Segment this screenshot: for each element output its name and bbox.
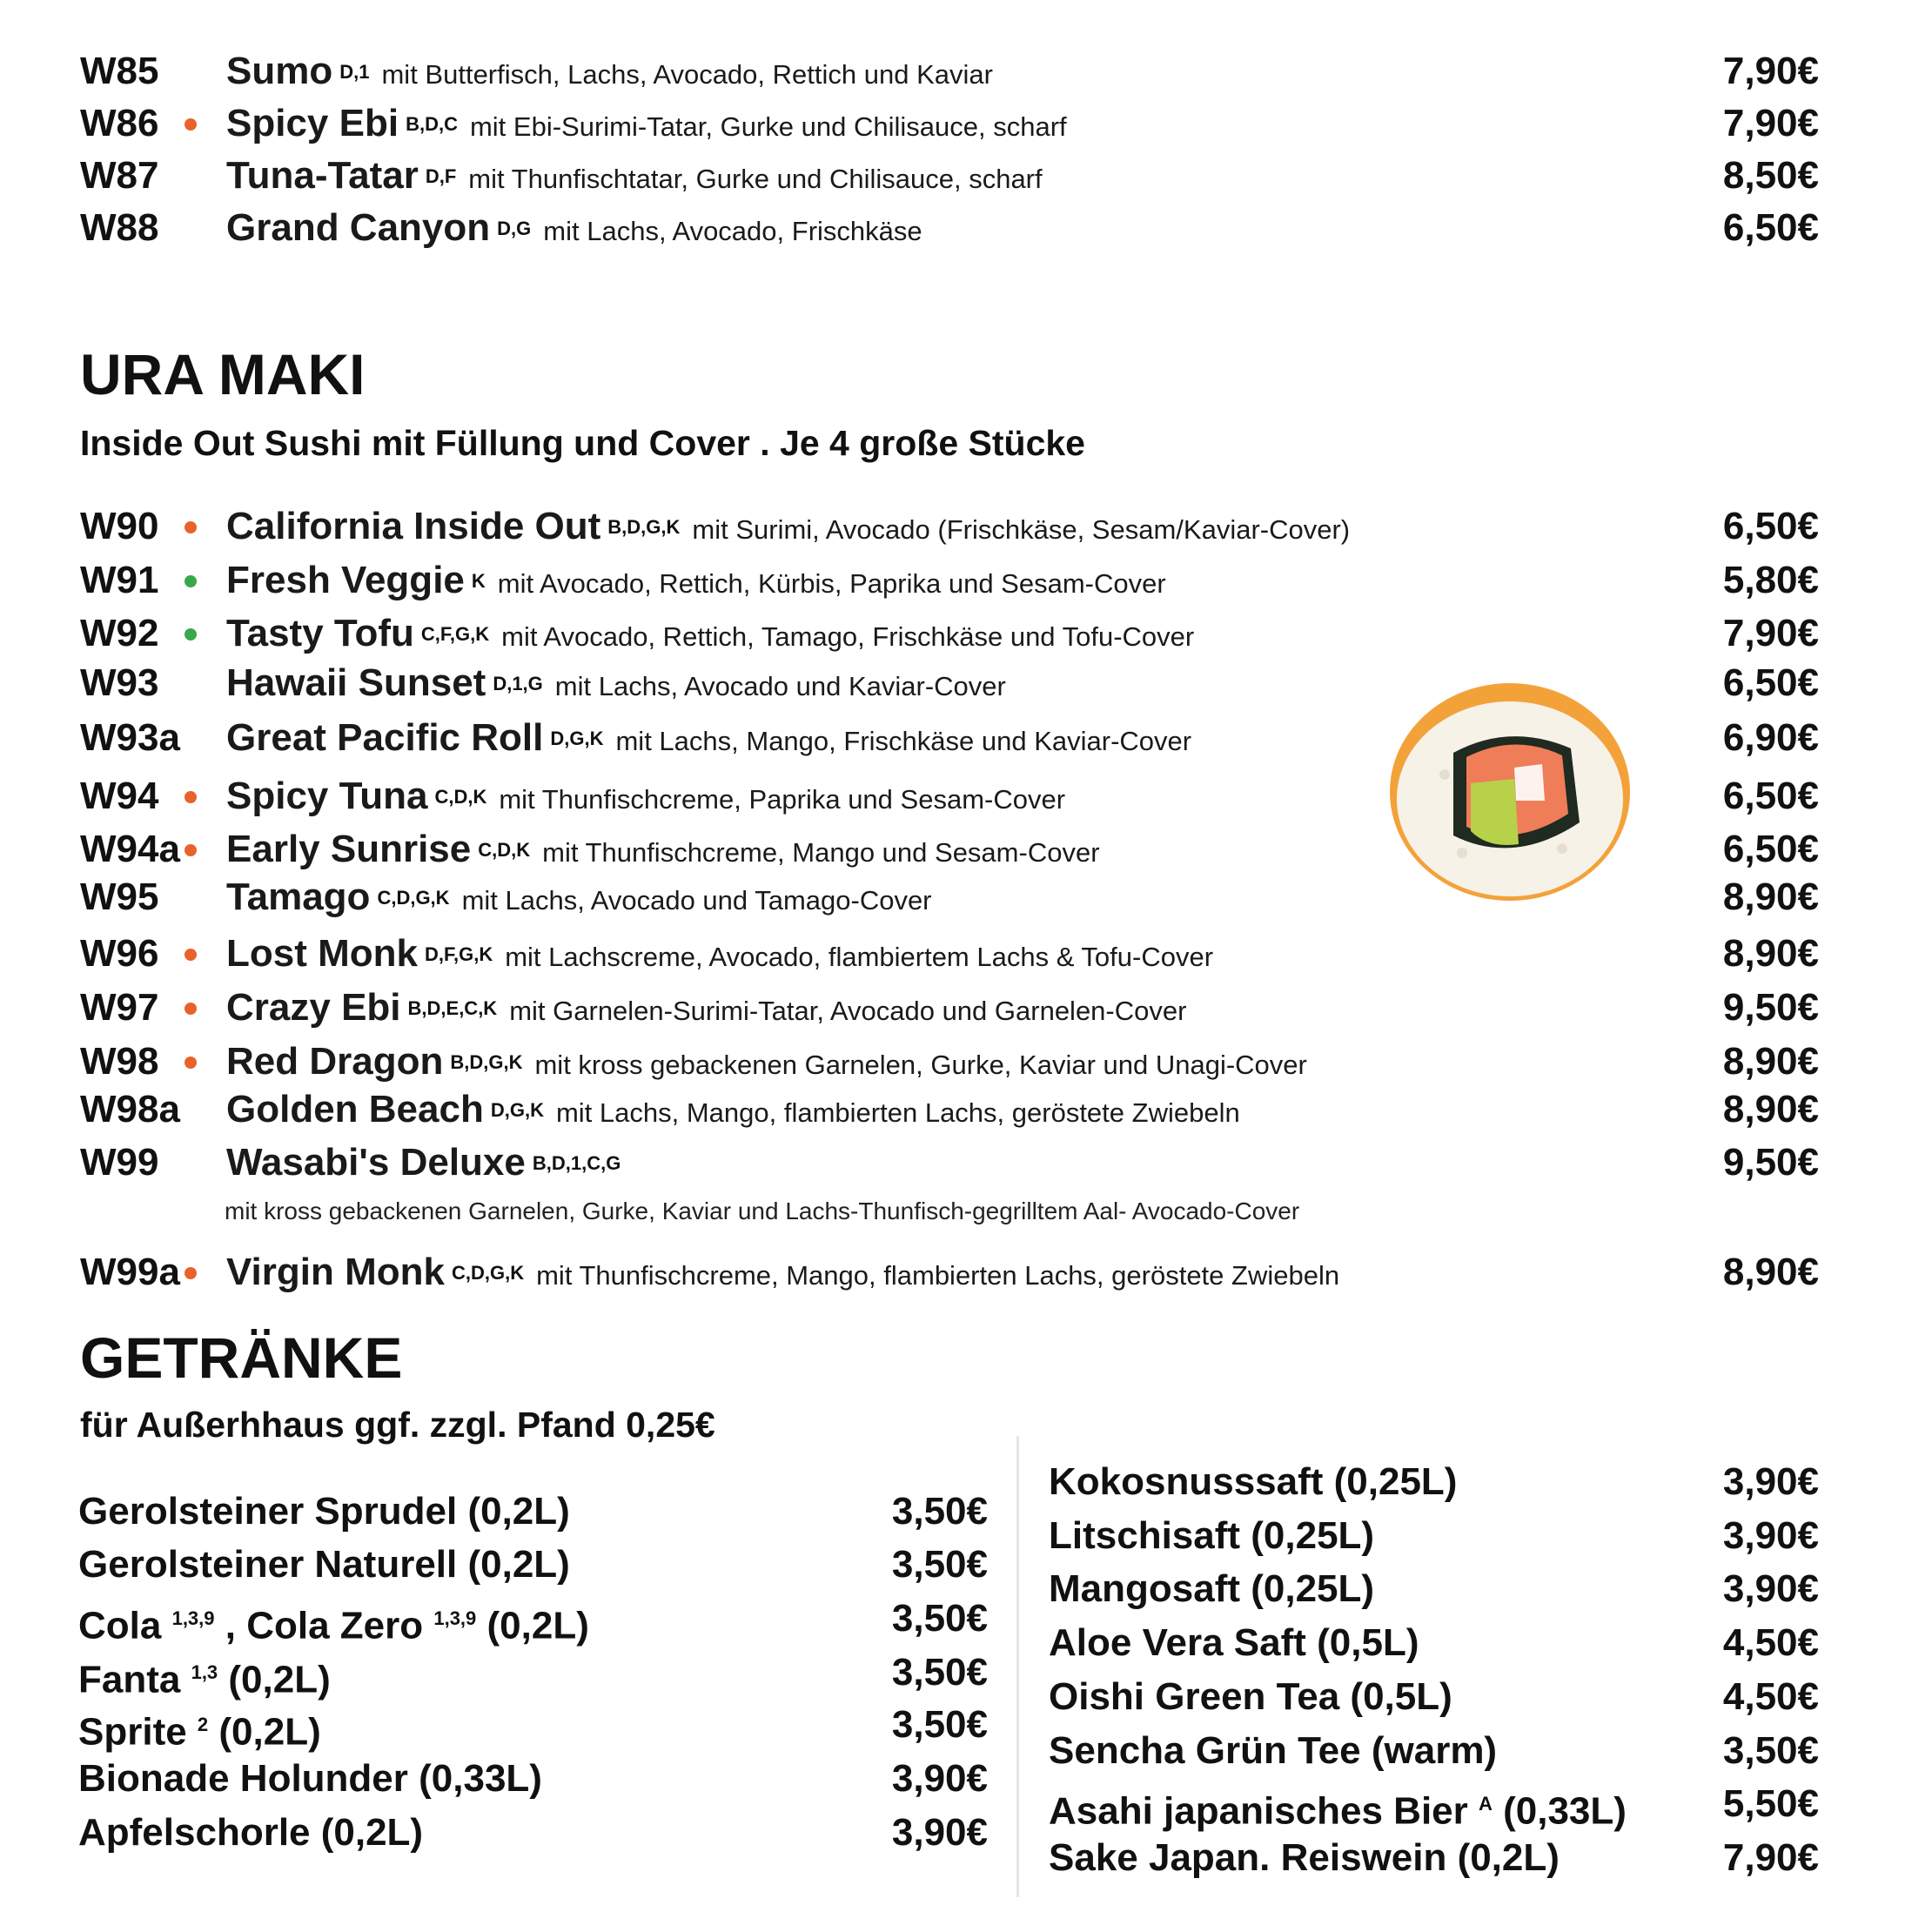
item-allergens: D,G,K — [550, 727, 604, 749]
item-description: mit Avocado, Rettich, Tamago, Frischkäse und Tofu-Cover — [501, 621, 1195, 652]
spicy-dot-icon — [184, 791, 197, 803]
item-code: W88 — [80, 206, 159, 249]
spicy-dot-icon — [184, 1267, 197, 1279]
drink-name: Sencha Grün Tee (warm) — [1049, 1729, 1498, 1772]
item-allergens: D,1 — [339, 60, 370, 83]
item-code: W95 — [80, 875, 159, 918]
item-description: mit kross gebackenen Garnelen, Gurke, Kaviar und Unagi-Cover — [534, 1050, 1307, 1080]
column-divider — [1016, 1436, 1019, 1897]
item-code: W94a — [80, 828, 180, 870]
menu-item — [0, 45, 1932, 97]
item-dish — [226, 1137, 633, 1197]
item-dish — [226, 657, 1006, 718]
item-price: 6,90€ — [1722, 716, 1819, 759]
item-price: 6,50€ — [1722, 505, 1819, 547]
item-description: mit Butterfisch, Lachs, Avocado, Rettich und Kaviar — [381, 59, 993, 90]
item-allergens: B,D,G,K — [607, 515, 681, 538]
item-price: 5,80€ — [1722, 559, 1819, 601]
drink-name: Gerolsteiner Sprudel (0,2L) — [78, 1490, 570, 1533]
item-dish — [226, 982, 1186, 1043]
item-name: Great Pacific Roll — [226, 716, 544, 759]
menu-item — [0, 97, 1932, 150]
drink-price: 3,50€ — [891, 1703, 988, 1746]
item-allergens: C,D,K — [478, 838, 531, 861]
section-title-getraenke: GETRÄNKE — [80, 1325, 403, 1390]
drink-price: 3,50€ — [891, 1651, 988, 1694]
menu-item — [0, 823, 1932, 875]
spicy-dot-icon — [184, 1057, 197, 1069]
item-name: Sumo — [226, 50, 333, 92]
drink-name: Bionade Holunder (0,33L) — [78, 1757, 542, 1800]
drink-item — [1049, 1832, 1819, 1884]
item-name: Early Sunrise — [226, 828, 472, 870]
drink-price: 5,50€ — [1722, 1782, 1819, 1825]
menu-item — [0, 982, 1932, 1034]
spicy-dot-icon — [184, 844, 197, 856]
menu-item — [0, 1137, 1932, 1189]
item-price: 8,90€ — [1722, 932, 1819, 975]
item-allergens: B,D,1,C,G — [532, 1151, 621, 1174]
item-description: mit Lachs, Avocado und Kaviar-Cover — [554, 671, 1006, 701]
item-description: mit Surimi, Avocado (Frischkäse, Sesam/Kaviar-Cover) — [692, 514, 1351, 545]
item-name: Tamago — [226, 875, 371, 918]
item-price: 9,50€ — [1722, 1141, 1819, 1184]
menu-item — [0, 1246, 1932, 1298]
item-name: Fresh Veggie — [226, 559, 465, 601]
drink-item — [78, 1699, 988, 1754]
item-dish — [226, 871, 932, 932]
item-description: mit Lachs, Avocado und Tamago-Cover — [461, 885, 932, 916]
drink-price: 7,90€ — [1722, 1836, 1819, 1879]
item-dish — [226, 1246, 1339, 1307]
drink-name: Fanta $^{1,3}$ (0,2L) — [78, 1658, 331, 1701]
menu-item — [0, 1036, 1932, 1088]
item-description: mit Thunfischcreme, Paprika und Sesam-Cover — [499, 784, 1066, 815]
item-dish — [226, 770, 1065, 831]
drink-item — [1049, 1671, 1819, 1723]
drink-item — [78, 1807, 988, 1859]
drink-price: 3,50€ — [891, 1597, 988, 1640]
item-name: Tuna-Tatar — [226, 154, 419, 197]
w99-description: mit kross gebackenen Garnelen, Gurke, Kaviar und Lachs-Thunfisch-gegrilltem Aal- Avocado-Cover — [225, 1197, 1300, 1224]
item-dish — [226, 712, 1191, 773]
spicy-dot-icon — [184, 1003, 197, 1015]
menu-item — [0, 871, 1932, 923]
item-code: W92 — [80, 612, 159, 654]
item-name: Hawaii Sunset — [226, 661, 486, 704]
item-dish — [226, 554, 1166, 615]
spicy-dot-icon — [184, 521, 197, 533]
drink-name: Sake Japan. Reiswein (0,2L) — [1049, 1836, 1560, 1879]
veggie-dot-icon — [184, 628, 197, 641]
item-name: Grand Canyon — [226, 206, 491, 249]
menu-item — [0, 150, 1932, 202]
item-allergens: K — [471, 569, 486, 592]
drink-item — [1049, 1563, 1819, 1615]
drink-name: Mangosaft (0,25L) — [1049, 1567, 1375, 1610]
drink-item — [78, 1647, 988, 1699]
item-price: 8,90€ — [1722, 1251, 1819, 1293]
item-code: W87 — [80, 154, 159, 197]
item-price: 8,90€ — [1722, 1088, 1819, 1130]
item-allergens: D,F — [425, 164, 457, 187]
section-subtitle-ura-maki: Inside Out Sushi mit Füllung und Cover . Je 4 große Stücke — [80, 423, 1085, 463]
menu-item — [0, 770, 1932, 822]
item-allergens: C,D,G,K — [451, 1261, 525, 1284]
drink-price: 4,50€ — [1722, 1621, 1819, 1664]
section-subtitle-getraenke: für Außerhhaus ggf. zzgl. Pfand 0,25€ — [80, 1405, 715, 1445]
drink-name: Sprite $^2$ (0,2L) — [78, 1710, 321, 1754]
menu-item — [0, 500, 1932, 553]
drink-item — [78, 1539, 988, 1591]
drink-item — [78, 1486, 988, 1538]
item-code: W96 — [80, 932, 159, 975]
item-dish — [226, 928, 1213, 989]
item-price: 9,50€ — [1722, 986, 1819, 1029]
drink-name: Kokosnusssaft (0,25L) — [1049, 1460, 1458, 1503]
menu-item — [0, 928, 1932, 980]
item-code: W93a — [80, 716, 180, 759]
menu-item — [0, 1083, 1932, 1136]
spicy-dot-icon — [184, 118, 197, 131]
item-name: California Inside Out — [226, 505, 601, 547]
item-code: W97 — [80, 986, 159, 1029]
item-name: Red Dragon — [226, 1040, 444, 1083]
veggie-dot-icon — [184, 575, 197, 587]
item-dish — [226, 500, 1350, 561]
item-price: 6,50€ — [1722, 661, 1819, 704]
spicy-dot-icon — [184, 949, 197, 961]
drink-price: 3,50€ — [1722, 1729, 1819, 1772]
drink-name: Asahi japanisches Bier $^A$ (0,33L) — [1049, 1789, 1627, 1833]
drink-name: Apfelschorle (0,2L) — [78, 1811, 424, 1854]
item-name: Lost Monk — [226, 932, 418, 975]
item-price: 8,50€ — [1722, 154, 1819, 197]
item-description: mit Ebi-Surimi-Tatar, Gurke und Chilisauce, scharf — [469, 111, 1067, 142]
item-description: mit Lachs, Avocado, Frischkäse — [543, 216, 922, 246]
item-code: W94 — [80, 775, 159, 817]
item-price: 6,50€ — [1722, 828, 1819, 870]
item-name: Crazy Ebi — [226, 986, 401, 1029]
drink-price: 3,90€ — [1722, 1460, 1819, 1503]
item-code: W90 — [80, 505, 159, 547]
item-code: W99a — [80, 1251, 180, 1293]
sushi-roll-image — [1384, 670, 1636, 905]
item-code: W85 — [80, 50, 159, 92]
item-allergens: B,D,C — [406, 112, 458, 135]
item-description: mit Garnelen-Surimi-Tatar, Avocado und Garnelen-Cover — [509, 996, 1187, 1026]
drink-item — [78, 1593, 988, 1645]
drink-name: Litschisaft (0,25L) — [1049, 1514, 1375, 1557]
drink-item — [1049, 1725, 1819, 1777]
menu-item — [0, 607, 1932, 660]
item-name: Wasabi's Deluxe — [226, 1141, 526, 1184]
item-allergens: D,G,K — [490, 1098, 544, 1121]
item-description: mit Thunfischcreme, Mango, flambierten Lachs, geröstete Zwiebeln — [536, 1260, 1340, 1291]
item-code: W91 — [80, 559, 159, 601]
item-price: 8,90€ — [1722, 875, 1819, 918]
item-allergens: B,D,G,K — [450, 1050, 523, 1073]
item-code: W86 — [80, 102, 159, 144]
drink-item — [1049, 1617, 1819, 1669]
drink-price: 3,90€ — [891, 1757, 988, 1800]
drink-name: Aloe Vera Saft (0,5L) — [1049, 1621, 1419, 1664]
item-code: W93 — [80, 661, 159, 704]
item-code: W98a — [80, 1088, 180, 1130]
item-description: mit Lachscreme, Avocado, flambiertem Lachs & Tofu-Cover — [505, 942, 1214, 972]
drink-price: 3,50€ — [891, 1543, 988, 1586]
drink-item — [1049, 1456, 1819, 1508]
item-dish — [226, 1083, 1240, 1144]
drink-item — [78, 1753, 988, 1805]
item-name: Spicy Ebi — [226, 102, 399, 144]
item-dish — [226, 202, 922, 263]
item-name: Tasty Tofu — [226, 612, 414, 654]
item-description: mit Thunfischcreme, Mango und Sesam-Cover — [542, 837, 1100, 868]
drink-price: 4,50€ — [1722, 1675, 1819, 1718]
item-name: Golden Beach — [226, 1088, 484, 1130]
item-allergens: B,D,E,C,K — [407, 996, 498, 1019]
menu-item — [0, 554, 1932, 607]
item-allergens: D,1,G — [493, 672, 543, 694]
drink-name: Cola $^{1,3,9}$ , Cola Zero $^{1,3,9}$ (0,2L) — [78, 1604, 589, 1647]
item-allergens: C,D,G,K — [377, 886, 450, 909]
item-price: 6,50€ — [1722, 775, 1819, 817]
item-allergens: C,D,K — [434, 785, 487, 808]
item-description: mit Thunfischtatar, Gurke und Chilisauce, scharf — [468, 164, 1043, 194]
item-code: W99 — [80, 1141, 159, 1184]
menu-item — [0, 657, 1932, 709]
drink-price: 3,90€ — [1722, 1567, 1819, 1610]
drink-price: 3,50€ — [891, 1490, 988, 1533]
item-price: 7,90€ — [1722, 102, 1819, 144]
item-price: 8,90€ — [1722, 1040, 1819, 1083]
drink-price: 3,90€ — [891, 1811, 988, 1854]
drink-item — [1049, 1510, 1819, 1562]
item-name: Virgin Monk — [226, 1251, 445, 1293]
item-allergens: C,F,G,K — [420, 622, 490, 645]
item-code: W98 — [80, 1040, 159, 1083]
item-price: 7,90€ — [1722, 50, 1819, 92]
item-price: 6,50€ — [1722, 206, 1819, 249]
item-description: mit Avocado, Rettich, Kürbis, Paprika und Sesam-Cover — [497, 568, 1166, 599]
menu-item — [0, 712, 1932, 764]
item-name: Spicy Tuna — [226, 775, 428, 817]
item-description: mit Lachs, Mango, flambierten Lachs, geröstete Zwiebeln — [555, 1097, 1240, 1128]
item-allergens: D,F,G,K — [424, 943, 493, 965]
item-description: mit Lachs, Mango, Frischkäse und Kaviar-Cover — [615, 726, 1192, 756]
drink-name: Gerolsteiner Naturell (0,2L) — [78, 1543, 570, 1586]
menu-item — [0, 202, 1932, 254]
drink-name: Oishi Green Tea (0,5L) — [1049, 1675, 1452, 1718]
section-title-ura-maki: URA MAKI — [80, 342, 366, 406]
item-allergens: D,G — [497, 217, 532, 239]
drink-price: 3,90€ — [1722, 1514, 1819, 1557]
drink-item — [1049, 1778, 1819, 1833]
item-price: 7,90€ — [1722, 612, 1819, 654]
